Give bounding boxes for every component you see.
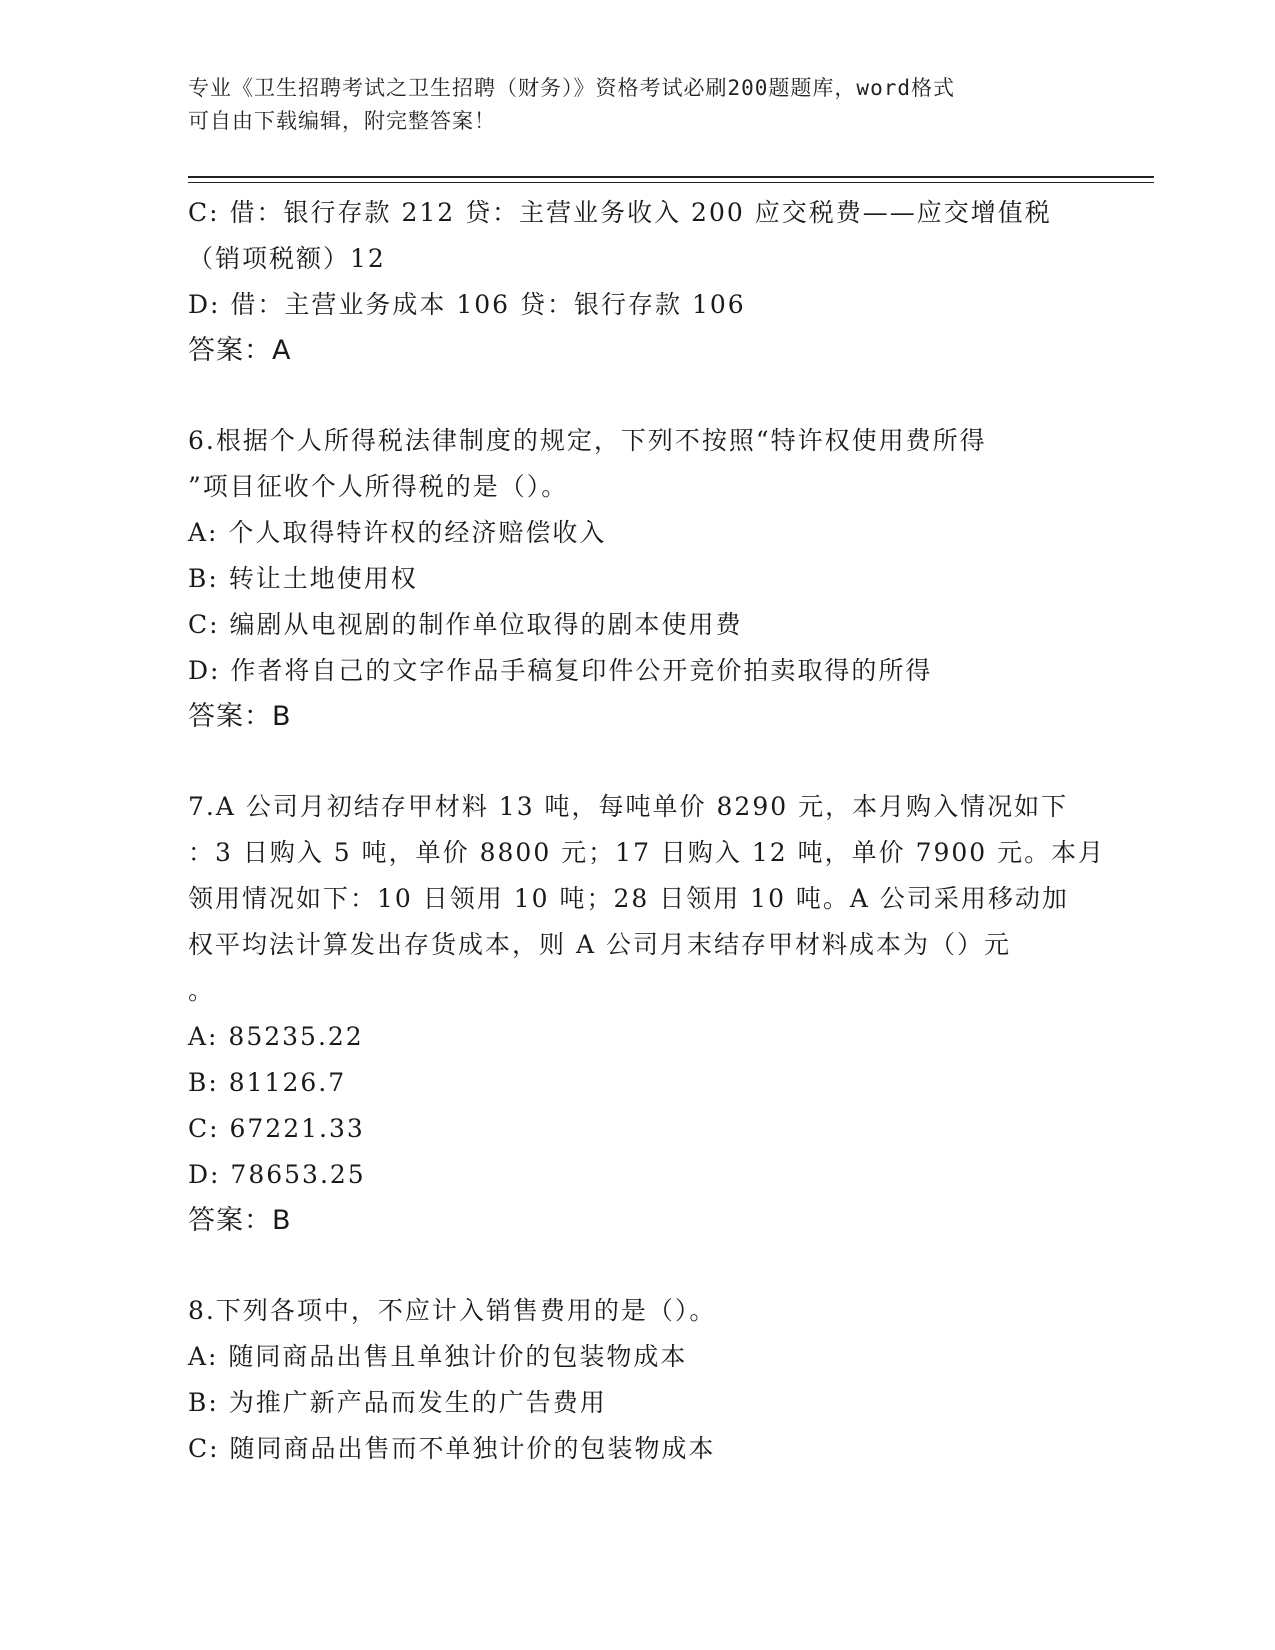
spacer	[188, 1244, 1088, 1288]
q7-stem-line-3: 领用情况如下：10 日领用 10 吨；28 日领用 10 吨。A 公司采用移动加	[188, 884, 1069, 913]
header-rule-thin	[188, 182, 1154, 183]
spacer	[188, 740, 1088, 784]
q6-stem-line-2: ”项目征收个人所得税的是（）。	[188, 472, 569, 501]
question-content	[188, 190, 1106, 1472]
spacer	[188, 374, 1088, 418]
q7-stem-line-5: 。	[188, 976, 216, 1005]
q6-option-b: B: 转让土地使用权	[188, 564, 418, 593]
q6-option-a: A: 个人取得特许权的经济赔偿收入	[188, 518, 607, 547]
q7-stem-line-1: 7.A 公司月初结存甲材料 13 吨，每吨单价 8290 元，本月购入情况如下	[188, 792, 1069, 821]
q5-option-c-line-1: C: 借：银行存款 212 贷：主营业务收入 200 应交税费——应交增值税	[188, 198, 1052, 227]
page-header	[188, 72, 1088, 138]
question-5	[188, 190, 1088, 374]
q7-option-d: D: 78653.25	[188, 1160, 366, 1189]
q7-option-c: C: 67221.33	[188, 1114, 365, 1143]
q8-stem-line-1: 8.下列各项中，不应计入销售费用的是（）。	[188, 1296, 717, 1325]
q7-option-a: A: 85235.22	[188, 1022, 364, 1051]
q6-option-c: C: 编剧从电视剧的制作单位取得的剧本使用费	[188, 610, 743, 639]
q7-option-b: B: 81126.7	[188, 1068, 347, 1097]
q8-option-c: C: 随同商品出售而不单独计价的包装物成本	[188, 1434, 716, 1463]
q7-stem-line-2: ：3 日购入 5 吨，单价 8800 元；17 日购入 12 吨，单价 7900 元。本月	[188, 838, 1106, 867]
q6-answer: 答案：B	[188, 701, 292, 732]
q5-option-c-line-2: （销项税额）12	[188, 244, 386, 273]
q8-option-b: B: 为推广新产品而发生的广告费用	[188, 1388, 607, 1417]
header-title-line-1: 专业《卫生招聘考试之卫生招聘（财务）》资格考试必刷200题题库，word格式	[188, 76, 955, 100]
question-7	[188, 784, 1106, 1244]
header-title-line-2: 可自由下载编辑，附完整答案！	[188, 109, 496, 133]
q5-option-d: D: 借：主营业务成本 106 贷：银行存款 106	[188, 290, 746, 319]
q8-option-a: A: 随同商品出售且单独计价的包装物成本	[188, 1342, 688, 1371]
question-8	[188, 1288, 1088, 1472]
q6-option-d: D: 作者将自己的文字作品手稿复印件公开竞价拍卖取得的所得	[188, 656, 933, 685]
header-rule-thick	[188, 176, 1154, 178]
q7-stem-line-4: 权平均法计算发出存货成本，则 A 公司月末结存甲材料成本为（）元	[188, 930, 1011, 959]
q6-stem-line-1: 6.根据个人所得税法律制度的规定，下列不按照“特许权使用费所得	[188, 426, 987, 455]
q7-answer: 答案：B	[188, 1205, 292, 1236]
question-6	[188, 418, 1088, 740]
q5-answer: 答案：A	[188, 335, 292, 366]
